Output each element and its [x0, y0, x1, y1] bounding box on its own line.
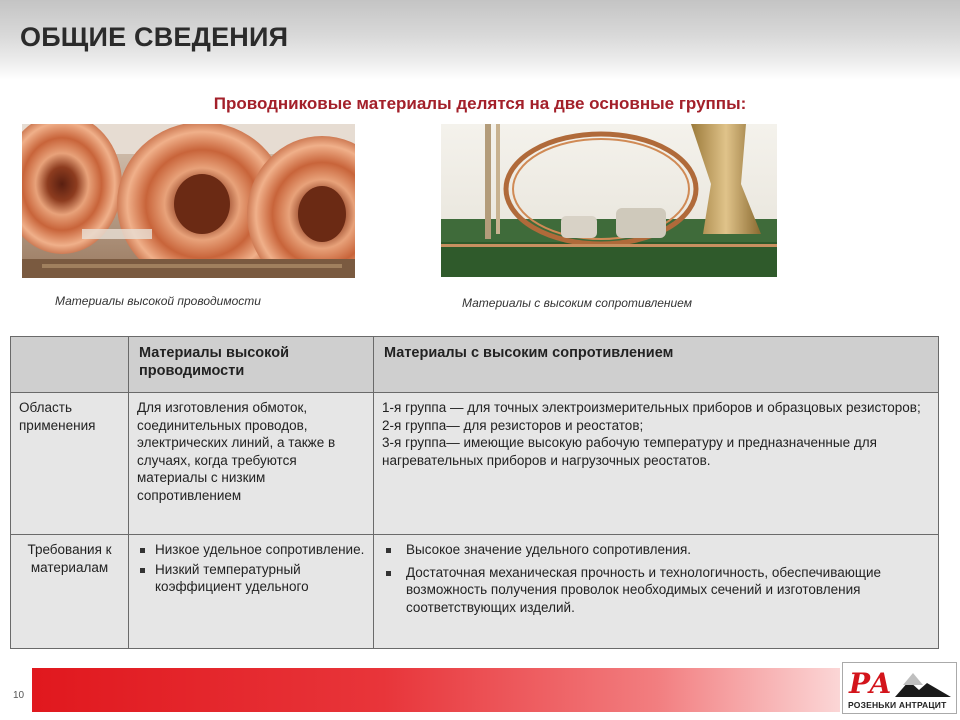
resistance-group-1: 1-я группа — для точных электроизмерительных приборов и образцовых резисторов; — [382, 400, 921, 415]
cell-requirements-high-resistance — [374, 535, 939, 649]
company-logo — [842, 662, 957, 714]
slide-subtitle: Проводниковые материалы делятся на две основные группы: — [213, 94, 747, 113]
list-item: Высокое значение удельного сопротивления. — [382, 541, 930, 559]
page-number: 10 — [13, 690, 25, 701]
copper-coils-photo — [22, 124, 355, 278]
cell-requirements-high-conductivity — [129, 535, 374, 649]
bullet-icon — [386, 571, 391, 576]
row-label-requirements: Требования к материалам — [11, 535, 129, 649]
resistance-group-2: 2-я группа— для резисторов и реостатов; — [382, 417, 644, 433]
resistance-wire-photo — [441, 124, 777, 277]
right-photo-caption: Материалы с высоким сопротивлением — [462, 296, 692, 310]
list-item: Низкое удельное сопротивление. — [137, 541, 365, 559]
table-header-high-resistance: Материалы с высоким сопротивлением — [374, 337, 939, 393]
logo-text: РОЗЕНЬКИ АНТРАЦИТ — [848, 700, 947, 710]
slide-title: ОБЩИЕ СВЕДЕНИЯ — [20, 22, 289, 52]
table-header-row — [11, 337, 939, 393]
logo-mark: РА — [849, 667, 891, 700]
footer-bar — [10, 668, 840, 712]
cell-application-high-conductivity: Для изготовления обмоток, соединительных проводов, электрических линий, а также в случаях, когда требуются материалы с низким сопротивлением — [129, 393, 374, 535]
table-header-high-conductivity: Материалы высокой проводимости — [129, 337, 374, 393]
bullet-icon — [386, 548, 391, 553]
bullet-icon — [140, 568, 145, 573]
table-header-empty — [11, 337, 129, 393]
list-item: Низкий температурный коэффициент удельного — [137, 561, 365, 596]
materials-table — [10, 336, 939, 649]
table-row — [11, 535, 939, 649]
table-row — [11, 393, 939, 535]
list-item: Достаточная механическая прочность и технологичность, обеспечивающие возможность получения проволок необходимых сечений и изготовления соответствующих изделий. — [382, 564, 930, 617]
row-label-application: Область применения — [11, 393, 129, 535]
resistance-group-3: 3-я группа— имеющие высокую рабочую температуру и предназначенные для нагревательных приборов и нагрузочных реостатов. — [382, 435, 877, 468]
cell-application-high-resistance — [374, 393, 939, 535]
left-photo-caption: Материалы высокой проводимости — [55, 294, 261, 308]
bullet-icon — [140, 548, 145, 553]
